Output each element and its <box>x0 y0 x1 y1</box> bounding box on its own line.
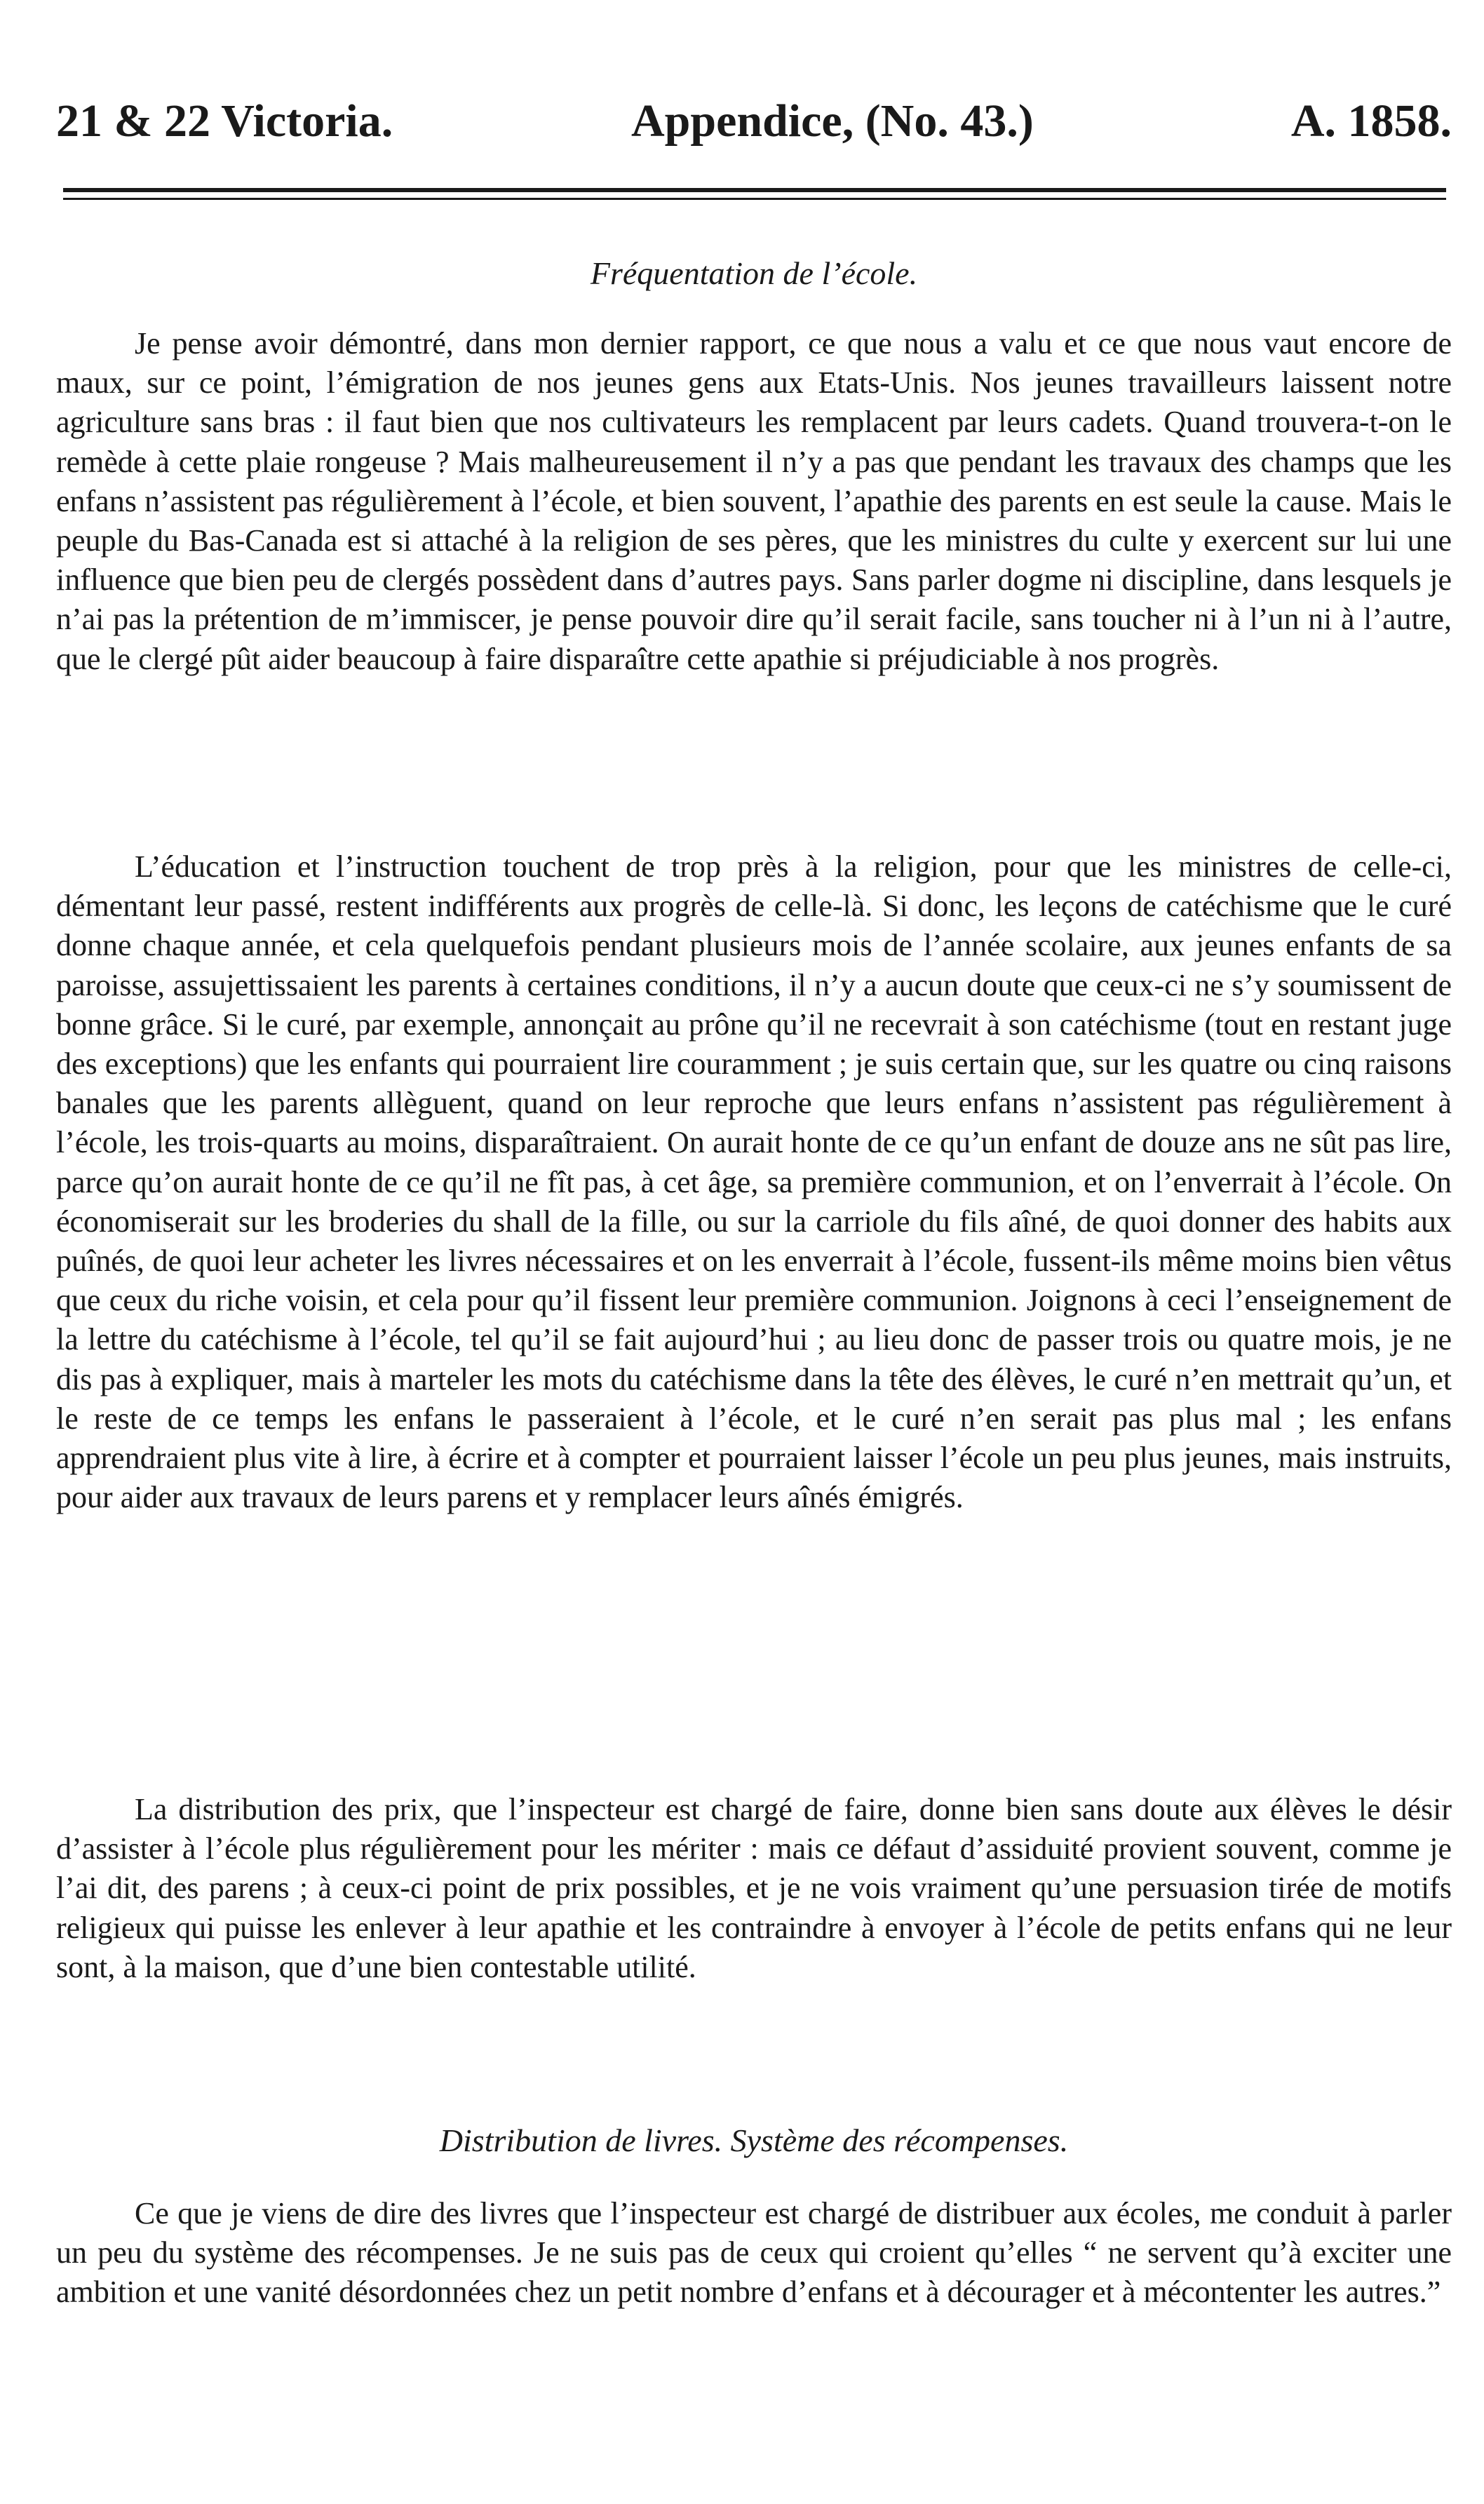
paragraph: Je pense avoir démontré, dans mon dernier rapport, ce que nous a valu et ce que nous vaut encore de maux, sur ce point, l’émigration de nos jeunes gens aux Etats-Unis. Nos jeunes travailleurs laissent notre agriculture sans bras : il faut bien que nos cultivateurs les remplacent par leurs cadets. Quand trouvera-t-on le remède à cette plaie rongeuse ? Mais malheureusement il n’y a pas que pendant les travaux des champs que les enfans n’assistent pas régulièrement à l’école, et bien souvent, l’apathie des parents en est seule la cause. Mais le peuple du Bas-Canada est si attaché à la religion de ses pères, que les ministres du culte y exercent sur lui une influence que bien peu de clergés possèdent dans d’autres pays. Sans parler dogme ni discipline, dans lesquels je n’ai pas la prétention de m’immiscer, je pense pouvoir dire qu’il serait facile, sans toucher ni à l’un ni à l’autre, que le clergé pût aider beaucoup à faire disparaître cette apathie si préjudiciable à nos progrès. <box>56 326 1452 676</box>
header-appendix: Appendice, (No. 43.) <box>631 95 1034 147</box>
running-header <box>56 90 1452 153</box>
header-year: A. 1858. <box>1290 95 1452 147</box>
section-title-attendance: Fréquentation de l’école. <box>590 255 918 291</box>
paragraph: L’éducation et l’instruction touchent de trop près à la religion, pour que les ministres de celle-ci, démentant leur passé, restent indifférents aux progrès de celle-là. Si donc, les leçons de catéchisme que le curé donne chaque année, et cela quelquefois pendant plusieurs mois de l’année scolaire, aux jeunes enfants de sa paroisse, assujettissaient les parents à certaines conditions, il n’y a aucun doute que ceux-ci ne s’y soumissent de bonne grâce. Si le curé, par exemple, annonçait au prône qu’il ne recevrait à son catéchisme (tout en restant juge des exceptions) que les enfants qui pourraient lire couramment ; je suis certain que, sur les quatre ou cinq raisons banales que les parents allèguent, quand on leur reproche que leurs enfans n’assistent pas régulièrement à l’école, les trois-quarts au moins, disparaîtraient. On aurait honte de ce qu’un enfant de douze ans ne sût pas lire, parce qu’on aurait honte de ce qu’il ne fît pas, à cet âge, sa première communion, et on l’enverrait à l’école. On économiserait sur les broderies du shall de la fille, ou sur la carriole du fils aîné, de quoi donner des habits aux puînés, de quoi leur acheter les livres nécessaires et on les enverrait à l’école, fussent-ils même moins bien vêtus que ceux du riche voisin, et cela pour qu’il fissent leur première communion. Joignons à ceci l’enseignement de la lettre du catéchisme à l’école, tel qu’il se fait aujourd’hui ; au lieu donc de passer trois ou quatre mois, je ne dis pas à expliquer, mais à marteler les mots du catéchisme dans la tête des élèves, le curé n’en mettrait qu’un, et le reste de ce temps les enfans le passeraient à l’école, et le curé n’en serait pas plus mal ; les enfans apprendraient plus vite à lire, à écrire et à compter et pourraient laisser l’école un peu plus jeunes, mais instruits, pour aider aux travaux de leurs parens et y remplacer leurs aînés émigrés. <box>56 849 1452 1515</box>
header-rule-thick <box>63 188 1446 192</box>
header-rule-thin <box>63 198 1446 200</box>
paragraph: Ce que je viens de dire des livres que l’inspecteur est chargé de distribuer aux écoles, me conduit à parler un peu du système des récompenses. Je ne suis pas de ceux qui croient qu’elles “ ne servent qu’à exciter une ambition et une vanité désordonnées chez un petit nombre d’enfans et à décourager et à mécontenter les autres.” <box>56 2196 1452 2310</box>
header-session: 21 & 22 Victoria. <box>56 95 393 147</box>
paragraph: La distribution des prix, que l’inspecteur est chargé de faire, donne bien sans doute aux élèves le désir d’assister à l’école plus régulièrement pour les mériter : mais ce défaut d’assiduité provient souvent, comme je l’ai dit, des parens ; à ceux-ci point de prix possibles, et je ne vois vraiment qu’une persuasion tirée de motifs religieux qui puisse les enlever à leur apathie et les contraindre à envoyer à l’école de petits enfans qui ne leur sont, à la maison, que d’une bien contestable utilité. <box>56 1792 1452 1984</box>
section-title-distribution: Distribution de livres. Système des récompenses. <box>439 2122 1069 2158</box>
